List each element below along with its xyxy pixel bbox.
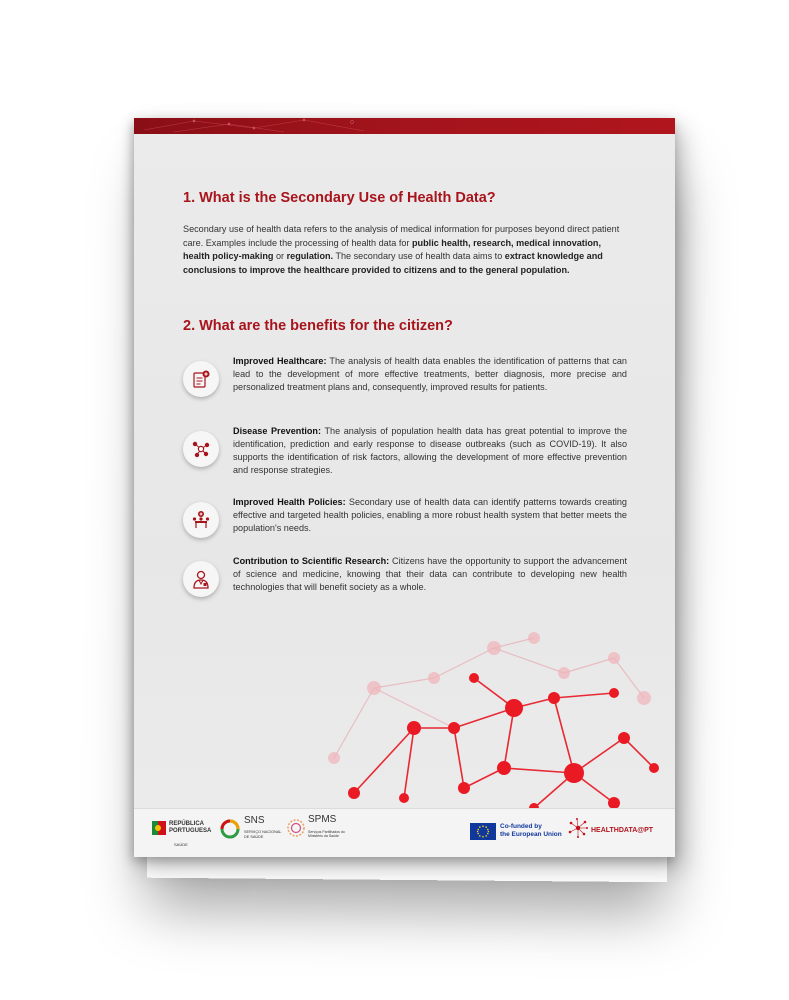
sns-text: SNS	[244, 815, 265, 826]
benefit-text: Disease Prevention: The analysis of population health data has great potential to improve the identification, prediction and early response to disease outbreaks (such as COVID-19). It also supports the identification of risk factors, allowing the development of more effective prevention and response strategies.	[233, 426, 627, 476]
eu-cofunded-text	[500, 823, 562, 839]
spms-subtitle-2: Ministério da Saúde	[308, 834, 339, 838]
republica-text: REPÚBLICA	[169, 821, 205, 827]
spms-subtitle-1: Serviços Partilhados do	[308, 830, 345, 834]
benefit-text: Improved Healthcare: The analysis of health data enables the identification of patterns that can lead to the development of more effective treatments, better diagnosis, more precise and personalized treatment plans and, consequently, improved results for patients.	[233, 356, 627, 393]
top-banner	[134, 118, 675, 134]
benefit-improved-healthcare	[183, 355, 628, 415]
benefit-disease-prevention	[183, 425, 628, 485]
eu-line-1: Co-funded by	[500, 823, 542, 830]
benefit-text: Improved Health Policies: Secondary use of health data can identify patterns towards creating effective and targeted health policies, enabling a more robust health system that better meets the population's needs.	[233, 497, 627, 534]
banner-network-pattern	[134, 118, 675, 134]
document-page	[134, 118, 675, 857]
eu-line-2: the European Union	[500, 831, 562, 838]
sns-subtitle-2: DE SAÚDE	[244, 835, 264, 839]
benefit-improved-health-policies	[183, 496, 628, 556]
section-1-paragraph: Secondary use of health data refers to the analysis of medical information for purposes beyond direct patient care. Examples include the processing of health data for public health, research, medical innovation, health policy-making or regulation. The secondary use of health data aims to extract knowledge and conclusions to improve the healthcare provided to citizens and to the general population.	[183, 224, 620, 275]
meeting-policy-icon	[183, 502, 219, 538]
medical-report-icon	[183, 361, 219, 397]
saude-text: SAÚDE	[174, 842, 188, 847]
benefit-scientific-research	[183, 555, 628, 615]
benefit-text: Contribution to Scientific Research: Citizens have the opportunity to support the advancement of science and medicine, knowing that their data can contribute to developing new health technologies that will benefit society as a whole.	[233, 556, 627, 593]
eu-flag-icon	[470, 823, 496, 840]
section-2-heading: 2. What are the benefits for the citizen?	[183, 318, 453, 334]
network-illustration	[314, 618, 675, 813]
section-1-heading: 1. What is the Secondary Use of Health Data?	[183, 190, 496, 206]
healthdata-text: HEALTHDATA@PT	[591, 827, 654, 834]
researcher-icon	[183, 561, 219, 597]
sns-subtitle-1: SERVIÇO NACIONAL	[244, 830, 282, 834]
footer-logos	[134, 808, 675, 857]
virus-network-icon	[183, 431, 219, 467]
spms-text: SPMS	[308, 814, 337, 825]
portuguesa-text: PORTUGUESA	[169, 828, 212, 834]
